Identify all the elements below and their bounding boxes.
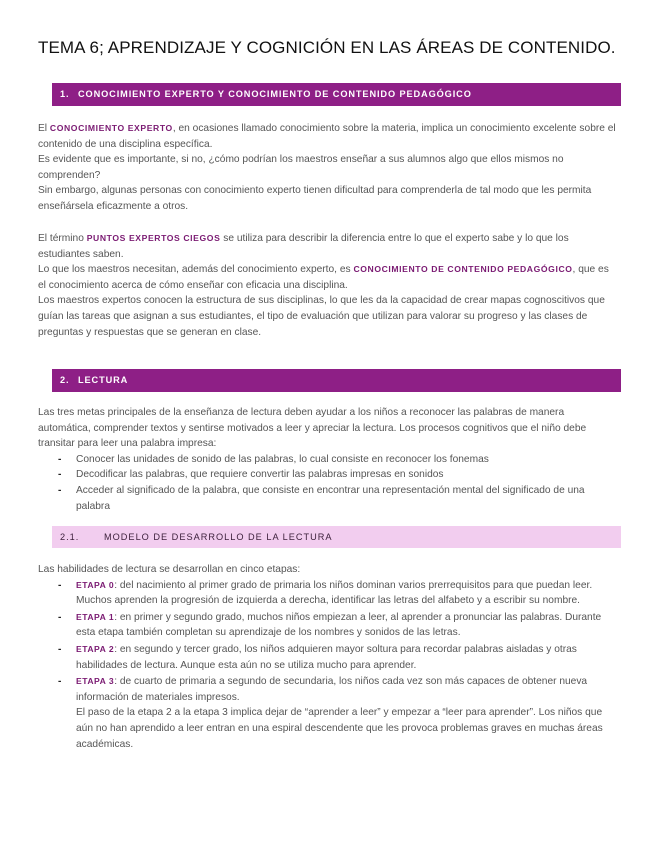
stage-label: ETAPA 0 — [76, 579, 115, 590]
paragraph: Es evidente que es importante, si no, ¿cómo podrían los maestros enseñar a sus alumnos algo que ellos mismos no comprenden? — [38, 154, 564, 181]
stage-text: : de cuarto de primaria a segundo de secundaria, los niños cada vez son más capaces de obtener nueva información de materiales impresos. — [76, 676, 588, 703]
keyword: PUNTOS EXPERTOS CIEGOS — [86, 233, 221, 243]
text: , que es el conocimiento acerca de cómo enseñar con eficacia una disciplina. — [38, 264, 609, 291]
section-1-body — [38, 121, 616, 215]
list-item — [38, 642, 616, 673]
list-item-text: Acceder al significado de la palabra, que consiste en encontrar una representación mental del significado de una palabra — [76, 484, 585, 512]
list-item — [38, 467, 616, 483]
bullet-dash-icon: - — [58, 643, 62, 655]
stage-text: : en segundo y tercer grado, los niños adquieren mayor soltura para recordar palabras aisladas y otras habilidades de lectura. Aunque esta aún no se utiliza mucho para aprender. — [76, 643, 577, 671]
list-item — [38, 452, 616, 468]
text: , en ocasiones llamado conocimiento sobre la materia, implica un conocimiento excelente sobre el contenido de una disciplina específica. — [38, 123, 616, 150]
bullet-dash-icon: - — [58, 453, 62, 465]
list-item-text: Conocer las unidades de sonido de las palabras, lo cual consiste en reconocer los fonemas — [76, 453, 489, 465]
stage-text: : en primer y segundo grado, muchos niños empiezan a leer, al aprender a pronunciar las palabras. Durante esta etapa también completan su aprendizaje de los nombres y sonidos de las letras. — [76, 611, 602, 639]
section-title: CONOCIMIENTO EXPERTO Y CONOCIMIENTO DE CONTENIDO PEDAGÓGICO — [78, 89, 472, 99]
section-title: LECTURA — [78, 375, 129, 385]
text: se utiliza para describir la diferencia entre lo que el experto sabe y lo que los estudiantes saben. — [38, 233, 569, 260]
section-number: 2. — [60, 375, 70, 385]
stage-label: ETAPA 3 — [76, 676, 115, 687]
bullet-dash-icon: - — [58, 484, 62, 496]
subsection-title: MODELO DE DESARROLLO DE LA LECTURA — [104, 532, 333, 542]
text: El — [38, 123, 50, 134]
list-item — [38, 483, 616, 514]
subsection-2-1-body — [38, 562, 616, 753]
paragraph — [38, 231, 616, 262]
bullet-list — [38, 452, 616, 514]
section-1-body-2 — [38, 231, 616, 340]
stage-text: : del nacimiento al primer grado de primaria los niños dominan varios prerrequisitos para que puedan leer. Muchos aprenden la progresión de izquierda a derecha, identificar las letras del alfabeto y a escribir su nombre. — [76, 579, 593, 607]
bullet-dash-icon: - — [58, 611, 62, 623]
text: El término — [38, 233, 87, 244]
text: Lo que los maestros necesitan, además del conocimiento experto, es — [38, 264, 354, 276]
stage-text-extra: El paso de la etapa 2 a la etapa 3 implica dejar de “aprender a leer” y empezar a “leer para aprender”. Los niños que aún no han aprendido a leer entran en una espiral descendente que les provoca problemas graves en muchas áreas académicas. — [76, 707, 603, 750]
stage-list — [38, 578, 616, 753]
subsection-number: 2.1. — [60, 532, 80, 542]
bullet-dash-icon: - — [58, 676, 62, 688]
section-1-heading — [52, 83, 621, 106]
list-item-text: Decodificar las palabras, que requiere convertir las palabras impresas en sonidos — [76, 469, 444, 481]
paragraph — [38, 262, 616, 293]
section-2-heading — [52, 369, 621, 392]
section-2-body — [38, 405, 616, 514]
keyword: CONOCIMIENTO EXPERTO — [49, 123, 173, 133]
list-item — [38, 610, 616, 641]
list-item — [38, 578, 616, 609]
stage-label: ETAPA 1 — [76, 611, 115, 622]
paragraph: Los maestros expertos conocen la estructura de sus disciplinas, lo que les da la capacidad de crear mapas cognoscitivos que guían las tareas que asignan a sus estudiantes, el tipo de evaluación que utilizan para valorar su progreso y las clases de preguntas y respuestas que se generan en clase. — [38, 295, 605, 338]
page-title: TEMA 6; APRENDIZAJE Y COGNICIÓN EN LAS ÁREAS DE CONTENIDO. — [38, 38, 616, 57]
section-number: 1. — [60, 89, 70, 99]
paragraph: Sin embargo, algunas personas con conocimiento experto tienen dificultad para comprenderla de tal modo que les permita enseñársela eficazmente a otros. — [38, 185, 592, 212]
bullet-dash-icon: - — [58, 469, 62, 481]
list-item — [38, 674, 616, 752]
paragraph — [38, 121, 616, 152]
paragraph: Las habilidades de lectura se desarrollan en cinco etapas: — [38, 564, 301, 575]
paragraph: Las tres metas principales de la enseñanza de lectura deben ayudar a los niños a reconocer las palabras de manera automática, comprender textos y sentirse motivados a leer y apreciar la lectura. Los procesos cognitivos que el niño debe transitar para leer una palabra impresa: — [38, 407, 587, 450]
stage-label: ETAPA 2 — [76, 643, 115, 654]
keyword: CONOCIMIENTO DE CONTENIDO PEDAGÓGICO — [353, 264, 573, 275]
subsection-2-1-heading — [52, 526, 621, 548]
bullet-dash-icon: - — [58, 579, 62, 591]
